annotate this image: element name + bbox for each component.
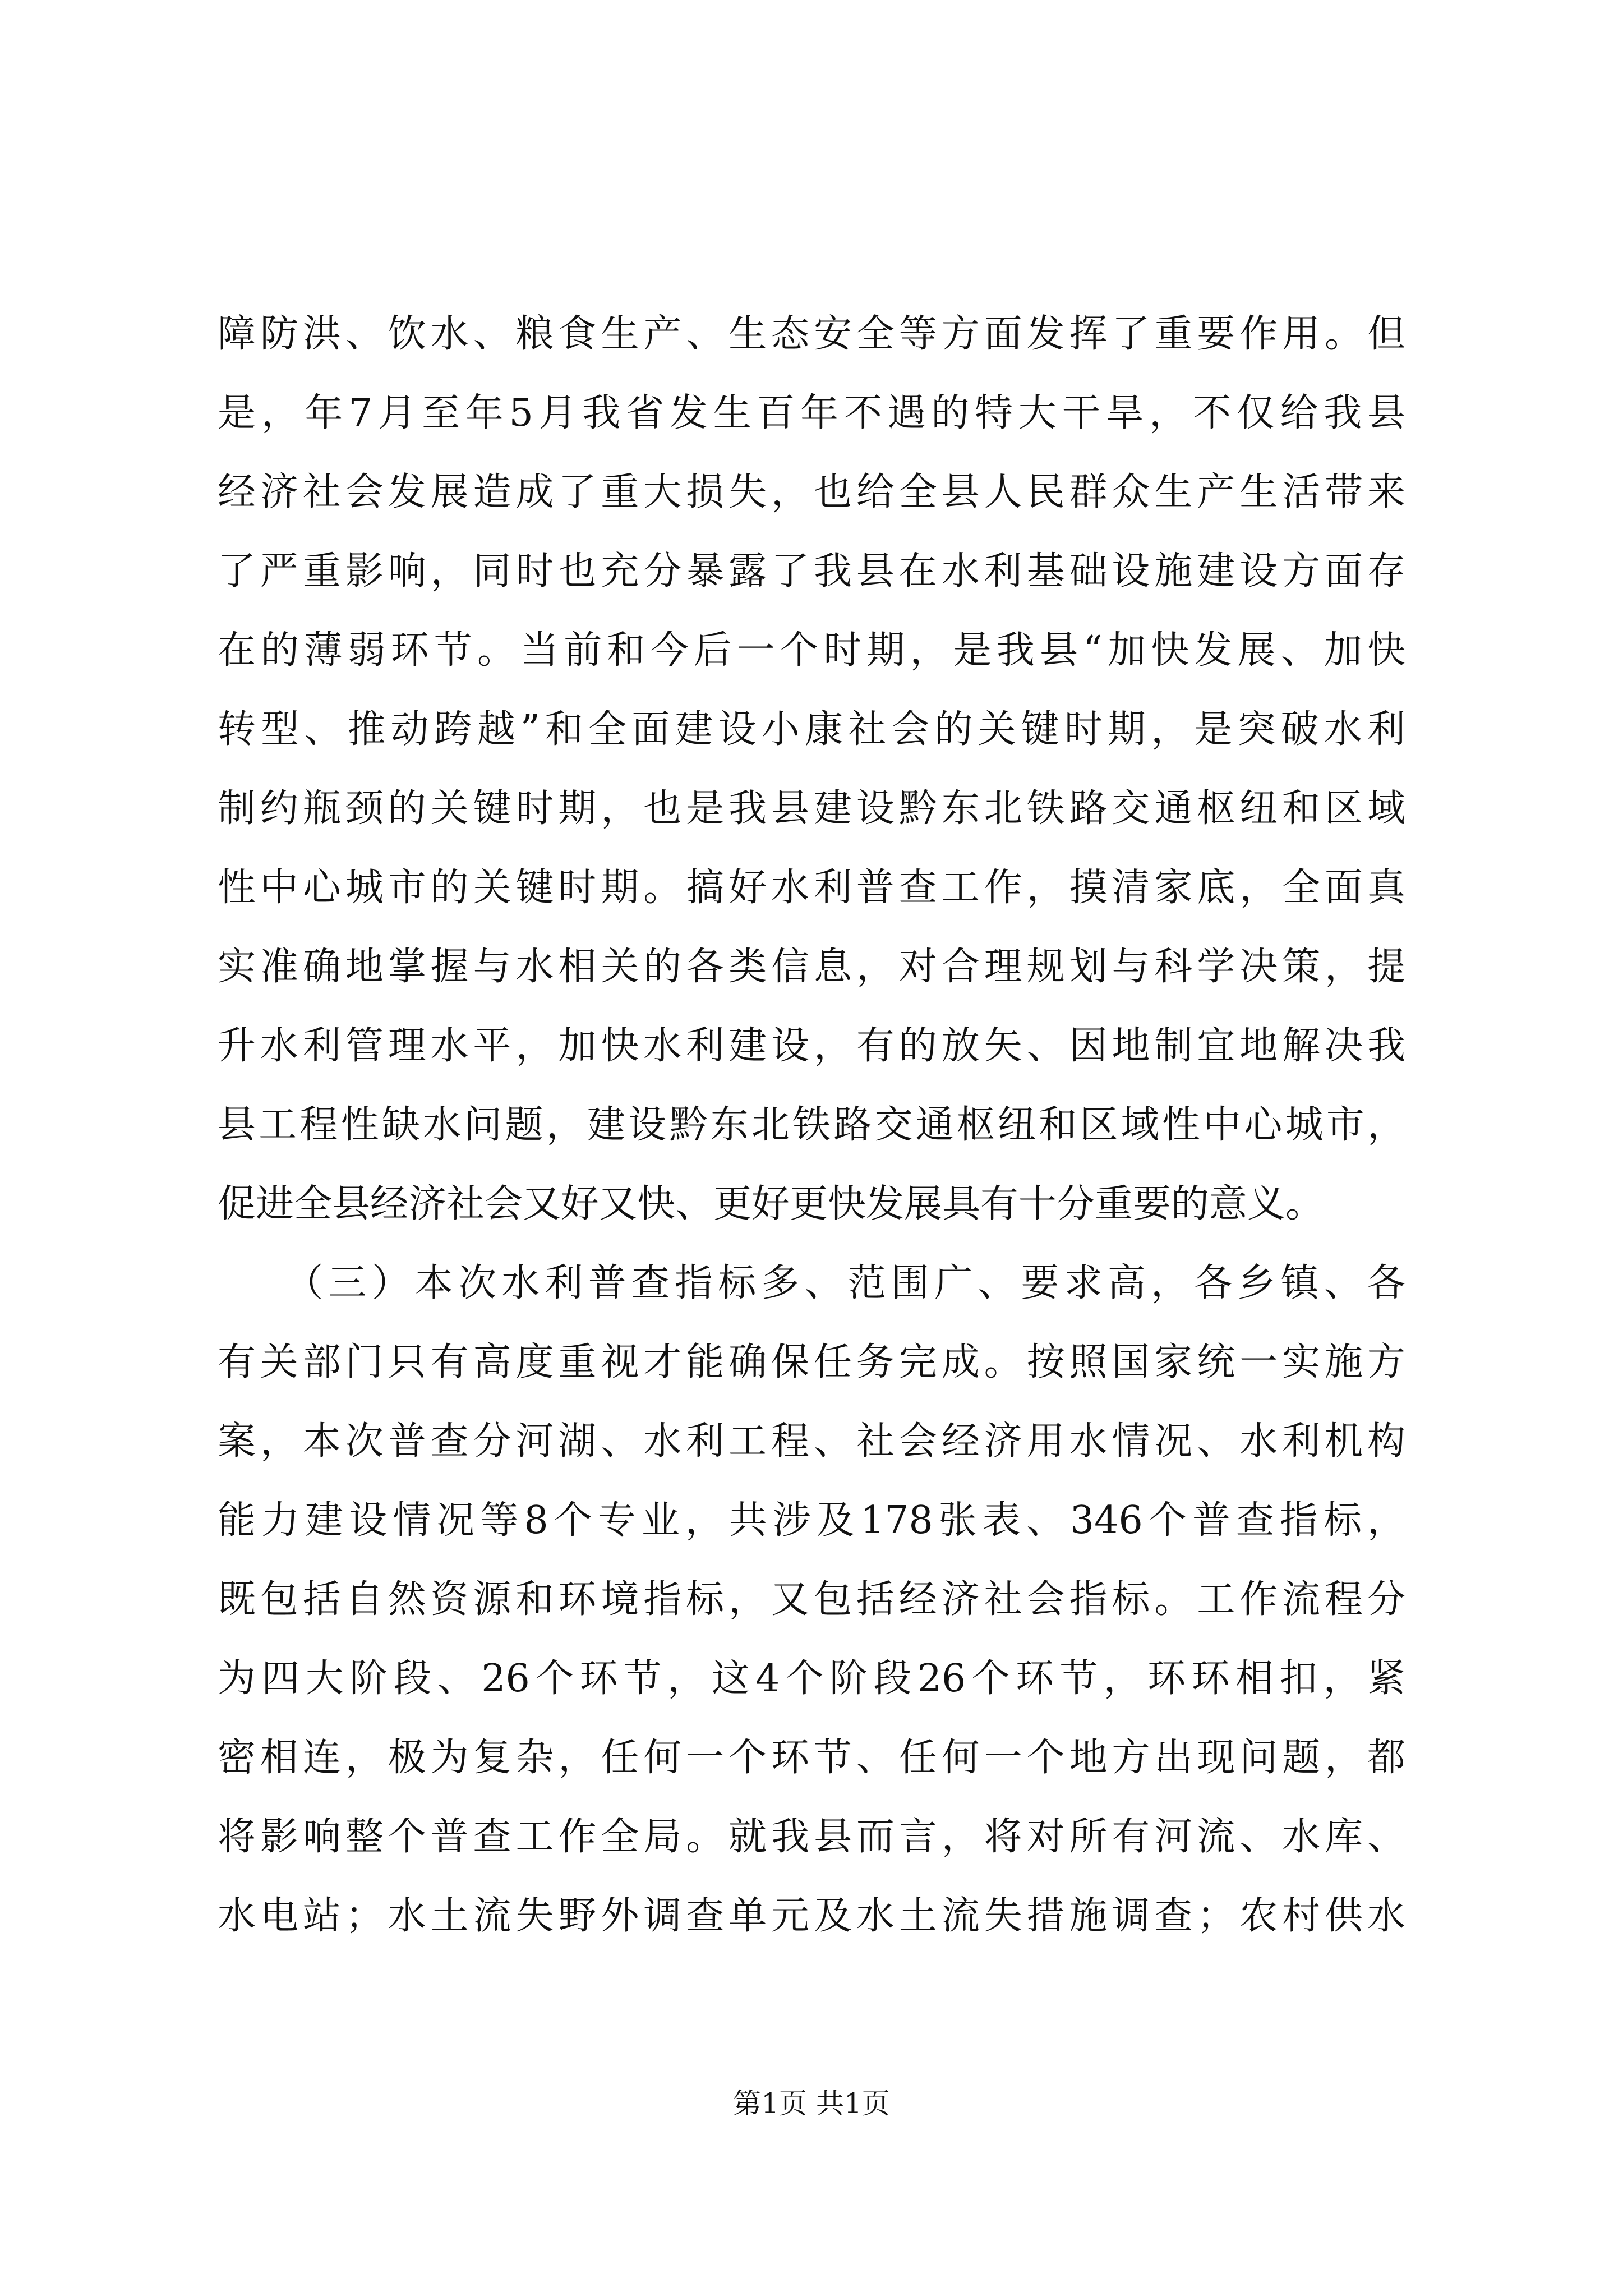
paragraph-2-line-1: （三）本次水利普查指标多、范围广、要求高，各乡镇、各	[218, 1261, 1405, 1305]
paragraph-1-line-5: 在的薄弱环节。当前和今后一个时期，是我县“加快发展、加快	[218, 628, 1405, 673]
paragraph-2-line-6: 为四大阶段、26个环节，这4个阶段26个环节，环环相扣，紧	[218, 1657, 1405, 1701]
paragraph-1-line-8: 性中心城市的关键时期。搞好水利普查工作，摸清家底，全面真	[218, 866, 1405, 910]
page-number-label: 第1页 共1页	[733, 2087, 890, 2120]
page-footer	[0, 2084, 1623, 2123]
paragraph-1-line-4: 了严重影响，同时也充分暴露了我县在水利基础设施建设方面存	[218, 549, 1405, 593]
paragraph-2-line-7: 密相连，极为复杂，任何一个环节、任何一个地方出现问题，都	[218, 1736, 1405, 1780]
paragraph-1-line-2: 是，年7月至年5月我省发生百年不遇的特大干旱，不仅给我县	[218, 391, 1405, 435]
paragraph-2-line-5: 既包括自然资源和环境指标，又包括经济社会指标。工作流程分	[218, 1577, 1405, 1622]
paragraph-1-line-10: 升水利管理水平，加快水利建设，有的放矢、因地制宜地解决我	[218, 1024, 1405, 1068]
paragraph-1-line-3: 经济社会发展造成了重大损失，也给全县人民群众生产生活带来	[218, 470, 1405, 514]
paragraph-1-line-7: 制约瓶颈的关键时期，也是我县建设黔东北铁路交通枢纽和区域	[218, 786, 1405, 831]
paragraph-2-line-3: 案，本次普查分河湖、水利工程、社会经济用水情况、水利机构	[218, 1419, 1405, 1464]
paragraph-1-line-11: 县工程性缺水问题，建设黔东北铁路交通枢纽和区域性中心城市，	[218, 1103, 1405, 1147]
document-body	[218, 295, 1405, 1955]
paragraph-1-line-1: 障防洪、饮水、粮食生产、生态安全等方面发挥了重要作用。但	[218, 312, 1405, 356]
paragraph-2-line-9: 水电站；水土流失野外调查单元及水土流失措施调查；农村供水	[218, 1894, 1405, 1938]
paragraph-1-line-6: 转型、推动跨越”和全面建设小康社会的关键时期，是突破水利	[218, 707, 1405, 752]
paragraph-1-line-9: 实准确地掌握与水相关的各类信息，对合理规划与科学决策，提	[218, 945, 1405, 989]
paragraph-1-line-12: 促进全县经济社会又好又快、更好更快发展具有十分重要的意义。	[218, 1182, 1324, 1226]
paragraph-2-line-8: 将影响整个普查工作全局。就我县而言，将对所有河流、水库、	[218, 1815, 1405, 1859]
paragraph-2-line-4: 能力建设情况等8个专业，共涉及178张表、346个普查指标，	[218, 1498, 1405, 1543]
paragraph-2-line-2: 有关部门只有高度重视才能确保任务完成。按照国家统一实施方	[218, 1340, 1405, 1384]
